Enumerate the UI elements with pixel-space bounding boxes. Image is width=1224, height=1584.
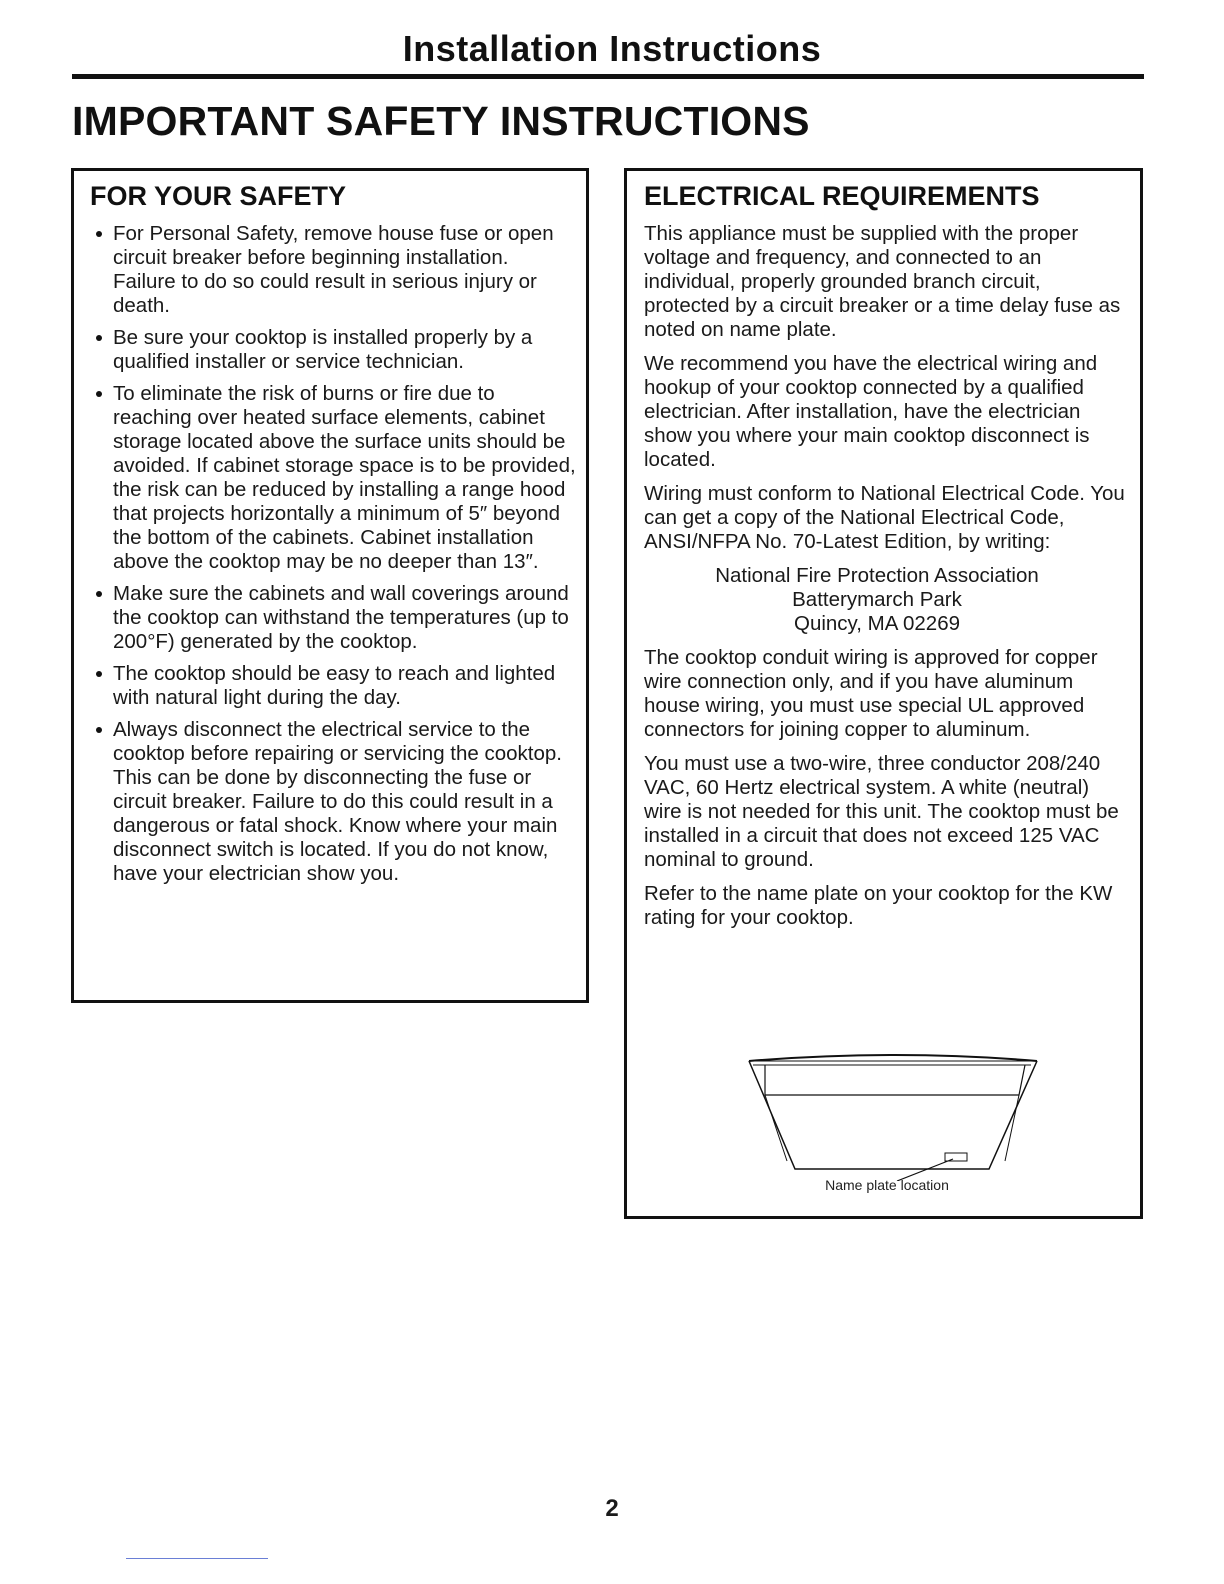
electrical-paragraph-5: You must use a two-wire, three conductor 208/240 VAC, 60 Hertz electrical system. A white (neutral) wire is not needed for this unit. The cooktop must be installed in a circuit that does not exceed 125 VAC nominal to ground. <box>644 752 1119 871</box>
nfpa-address <box>644 564 1140 636</box>
list-item <box>90 382 586 574</box>
address-line-3: Quincy, MA 02269 <box>794 612 960 635</box>
electrical-paragraph-6: Refer to the name plate on your cooktop for the KW rating for your cooktop. <box>644 882 1113 929</box>
for-your-safety-box <box>71 168 589 1003</box>
electrical-paragraph-4: The cooktop conduit wiring is approved for copper wire connection only, and if you have aluminum house wiring, you must use special UL approved connectors for joining copper to aluminum. <box>644 646 1098 741</box>
bullet-text: Always disconnect the electrical service to the cooktop before repairing or servicing the cooktop. This can be done by disconnecting the fuse or circuit breaker. Failure to do this could result in a dangerous or fatal shock. Know where your main disconnect switch is located. If you do not know, have your electrician show you. <box>113 718 562 885</box>
address-line-1: National Fire Protection Association <box>715 564 1039 587</box>
bullet-text: To eliminate the risk of burns or fire due to reaching over heated surface elements, cabinet storage located above the surface units should be avoided. If cabinet storage space is to be provided, the risk can be reduced by installing a range hood that projects horizontally a minimum of 5″ beyond the bottom of the cabinets. Cabinet installation above the cooktop may be no deeper than 13″. <box>113 382 576 573</box>
list-item <box>90 222 586 318</box>
bullet-text: Be sure your cooktop is installed properly by a qualified installer or service technician. <box>113 326 533 373</box>
header-rule <box>72 74 1144 79</box>
bullet-icon <box>96 231 102 237</box>
safety-heading: FOR YOUR SAFETY <box>90 181 347 211</box>
list-item <box>90 718 586 886</box>
electrical-paragraph-1: This appliance must be supplied with the proper voltage and frequency, and connected to an individual, properly grounded branch circuit, protected by a circuit breaker or a time delay fuse as noted on name plate. <box>644 222 1121 341</box>
bullet-icon <box>96 727 102 733</box>
page-header-title: Installation Instructions <box>402 28 822 69</box>
bullet-icon <box>96 391 102 397</box>
bullet-text: Make sure the cabinets and wall coverings around the cooktop can withstand the temperatures (up to 200°F) generated by the cooktop. <box>113 582 569 653</box>
diagram-caption: Name plate location <box>825 1177 949 1193</box>
bullet-icon <box>96 671 102 677</box>
bullet-icon <box>96 591 102 597</box>
address-line-2: Batterymarch Park <box>792 588 962 611</box>
list-item <box>90 582 586 654</box>
safety-bullet-list <box>90 222 586 886</box>
page-number: 2 <box>605 1495 619 1522</box>
bullet-icon <box>96 335 102 341</box>
footer-line <box>126 1558 268 1559</box>
electrical-paragraph-2: We recommend you have the electrical wiring and hookup of your cooktop connected by a qualified electrician. After installation, have the electrician show you where your main cooktop disconnect is located. <box>644 352 1098 471</box>
electrical-heading: ELECTRICAL REQUIREMENTS <box>644 181 1040 211</box>
bullet-text: For Personal Safety, remove house fuse or open circuit breaker before beginning installation. Failure to do so could result in serious injury or death. <box>113 222 554 317</box>
electrical-paragraph-3: Wiring must conform to National Electrical Code. You can get a copy of the National Electrical Code, ANSI/NFPA No. 70-Latest Edition, by writing: <box>644 482 1125 553</box>
main-title: IMPORTANT SAFETY INSTRUCTIONS <box>72 98 810 144</box>
bullet-text: The cooktop should be easy to reach and lighted with natural light during the day. <box>113 662 556 709</box>
list-item <box>90 662 586 710</box>
list-item <box>90 326 586 374</box>
electrical-requirements-box <box>624 168 1143 1219</box>
cooktop-diagram-icon <box>747 1051 1047 1181</box>
